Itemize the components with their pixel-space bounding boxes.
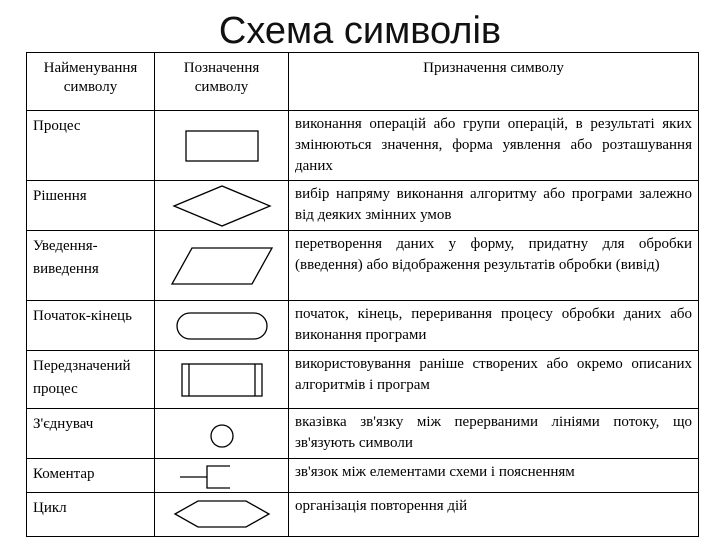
predefined-process-icon bbox=[162, 357, 282, 403]
symbol-name: Передзначений процес bbox=[27, 351, 155, 409]
symbol-name: Рішення bbox=[27, 181, 155, 231]
symbol-cell bbox=[155, 231, 289, 301]
header-row bbox=[27, 53, 699, 111]
header-purpose: Призначення символу bbox=[289, 53, 699, 111]
terminator-rounded-icon bbox=[162, 306, 282, 346]
table-row bbox=[27, 459, 699, 493]
symbol-name: Процес bbox=[27, 111, 155, 181]
symbol-purpose: виконання операцій або групи операцій, в результаті яких змінюються значення, форма уявлення або розташування даних bbox=[289, 111, 699, 181]
table-row bbox=[27, 351, 699, 409]
symbol-cell bbox=[155, 301, 289, 351]
symbol-name: Початок-кінець bbox=[27, 301, 155, 351]
symbols-table bbox=[26, 52, 699, 537]
symbol-cell bbox=[155, 181, 289, 231]
table-row bbox=[27, 111, 699, 181]
decision-diamond-icon bbox=[162, 182, 282, 230]
loop-hexagon-icon bbox=[162, 497, 282, 533]
symbol-name: Коментар bbox=[27, 459, 155, 493]
symbol-purpose: перетворення даних у форму, придатну для обробки (введення) або відображення результатів обробки (вивід) bbox=[289, 231, 699, 301]
connector-circle-icon bbox=[162, 414, 282, 454]
comment-bracket-icon bbox=[162, 461, 282, 491]
symbol-purpose: зв'язок між елементами схеми і поясненням bbox=[289, 459, 699, 493]
symbol-purpose: вказівка зв'язку між перерваними лініями потоку, що зв'язують символи bbox=[289, 409, 699, 459]
symbol-cell bbox=[155, 111, 289, 181]
input-output-parallelogram-icon bbox=[162, 242, 282, 290]
symbol-purpose: вибір напряму виконання алгоритму або програми залежно від деяких змінних умов bbox=[289, 181, 699, 231]
symbol-cell bbox=[155, 459, 289, 493]
table-row bbox=[27, 493, 699, 537]
symbol-name: Уведення-виведення bbox=[27, 231, 155, 301]
process-rectangle-icon bbox=[162, 118, 282, 174]
page-title: Схема символів bbox=[218, 10, 502, 52]
symbol-purpose: початок, кінець, переривання процесу обробки даних або виконання програми bbox=[289, 301, 699, 351]
header-name: Найменування символу bbox=[27, 53, 155, 111]
table-row bbox=[27, 301, 699, 351]
header-symbol: Позначення символу bbox=[155, 53, 289, 111]
table-row bbox=[27, 231, 699, 301]
table-row bbox=[27, 181, 699, 231]
symbol-name: З'єднувач bbox=[27, 409, 155, 459]
symbol-cell bbox=[155, 409, 289, 459]
table-row bbox=[27, 409, 699, 459]
symbol-purpose: використовування раніше створених або окремо описаних алгоритмів і програм bbox=[289, 351, 699, 409]
symbol-purpose: організація повторення дій bbox=[289, 493, 699, 537]
symbol-cell bbox=[155, 493, 289, 537]
symbol-name: Цикл bbox=[27, 493, 155, 537]
symbol-cell bbox=[155, 351, 289, 409]
